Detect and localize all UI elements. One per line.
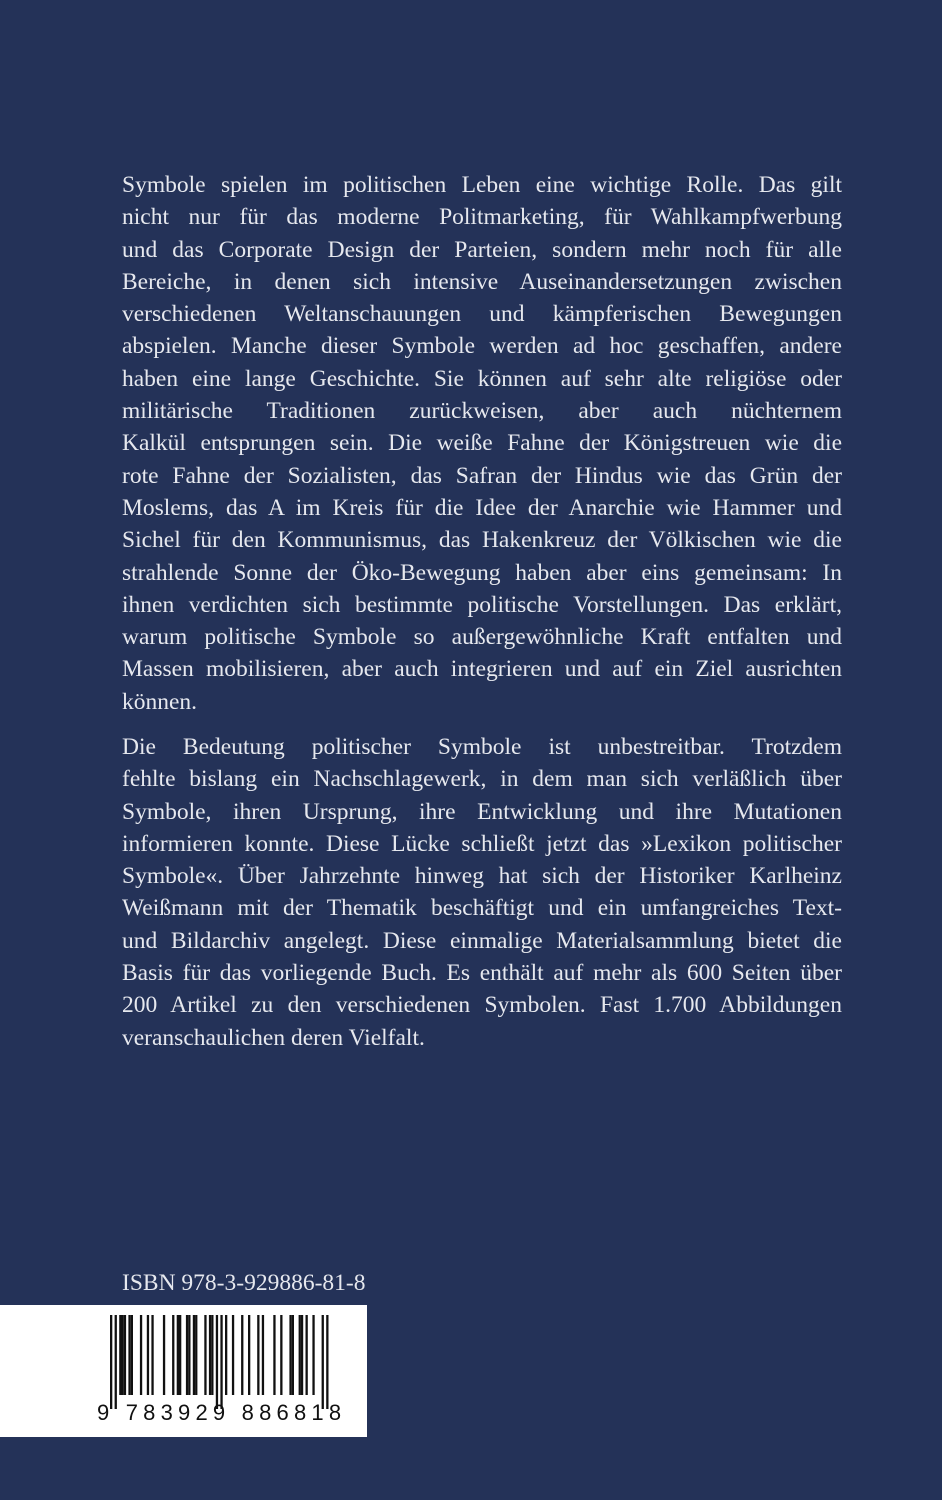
barcode-bar <box>289 1315 291 1395</box>
text-line: veranschaulichen deren Vielfalt. <box>122 1024 425 1051</box>
barcode-bar <box>262 1315 264 1395</box>
barcode-bar <box>232 1315 234 1395</box>
blurb-paragraph-1 <box>122 169 842 718</box>
text-line: Weißmann mit der Thematik beschäftigt und ein umfangreiches Text- <box>122 895 842 922</box>
barcode-bar <box>299 1315 301 1395</box>
text-line: informieren konnte. Diese Lücke schließt jetzt das »Lexikon politischer <box>122 830 842 857</box>
text-line: strahlende Sonne der Öko-Bewegung haben aber eins gemeinsam: In <box>122 559 842 586</box>
barcode-bar <box>322 1315 324 1409</box>
barcode-bar <box>301 1315 303 1395</box>
barcode-bar <box>292 1315 294 1395</box>
text-line: Bereiche, in denen sich intensive Auseinandersetzungen zwischen <box>122 268 842 295</box>
text-line: Moslems, das A im Kreis für die Idee der Anarchie wie Hammer und <box>122 494 842 521</box>
barcode-bar <box>257 1315 259 1395</box>
barcode-bar <box>124 1315 126 1395</box>
barcode-bar <box>312 1315 314 1395</box>
text-line: 200 Artikel zu den verschiedenen Symbolen. Fast 1.700 Abbildungen <box>122 992 842 1019</box>
text-line: nicht nur für das moderne Politmarketing, für Wahlkampfwerbung <box>122 204 842 231</box>
barcode-bar <box>131 1315 133 1395</box>
barcode-bar <box>128 1315 130 1395</box>
barcode-bar <box>326 1315 328 1409</box>
isbn-label: ISBN 978-3-929886-81-8 <box>122 1270 366 1296</box>
text-line: und Bildarchiv angelegt. Diese einmalige Materialsammlung bietet die <box>122 927 842 954</box>
barcode <box>0 1305 367 1437</box>
barcode-bar <box>216 1315 218 1409</box>
text-line: Kalkül entsprungen sein. Die weiße Fahne der Königstreuen wie die <box>122 430 842 457</box>
text-line: abspielen. Manche dieser Symbole werden ad hoc geschaffen, andere <box>122 333 842 360</box>
text-line: warum politische Symbole so außergewöhnliche Kraft entfalten und <box>122 624 842 651</box>
text-line: können. <box>122 688 198 715</box>
barcode-bar <box>186 1315 188 1395</box>
text-line: und das Corporate Design der Parteien, sondern mehr noch für alle <box>122 236 842 263</box>
barcode-bar <box>225 1315 227 1395</box>
barcode-bar <box>179 1315 181 1395</box>
barcode-bar <box>122 1315 124 1395</box>
barcode-bar <box>220 1315 222 1409</box>
barcode-bar <box>172 1315 174 1395</box>
barcode-bar <box>115 1315 117 1409</box>
barcode-bar <box>119 1315 121 1395</box>
barcode-bar <box>195 1315 197 1395</box>
barcode-bar <box>140 1315 142 1395</box>
barcode-digits: 9 783929 886818 <box>97 1400 347 1425</box>
barcode-bar <box>204 1315 206 1395</box>
barcode-bar <box>273 1315 275 1395</box>
text-line: verschiedenen Weltanschauungen und kämpferischen Bewegungen <box>122 301 842 328</box>
text-line: rote Fahne der Sozialisten, das Safran der Hindus wie das Grün der <box>122 462 842 489</box>
barcode-bar <box>248 1315 250 1395</box>
text-line: Symbole spielen im politischen Leben eine wichtige Rolle. Das gilt <box>122 172 842 198</box>
barcode-bar <box>280 1315 282 1395</box>
text-line: Die Bedeutung politischer Symbole ist unbestreitbar. Trotzdem <box>122 734 842 760</box>
barcode-bar <box>163 1315 165 1395</box>
barcode-bar <box>177 1315 179 1395</box>
text-line: militärische Traditionen zurückweisen, aber auch nüchternem <box>122 398 842 425</box>
text-line: Symbole, ihren Ursprung, ihre Entwicklung und ihre Mutationen <box>122 798 842 825</box>
barcode-bar <box>147 1315 149 1395</box>
barcode-bar <box>193 1315 195 1395</box>
text-line: ihnen verdichten sich bestimmte politische Vorstellungen. Das erklärt, <box>122 591 842 618</box>
barcode-bar <box>110 1315 112 1409</box>
blurb-paragraph-2 <box>122 731 842 1054</box>
text-line: haben eine lange Geschichte. Sie können auf sehr alte religiöse oder <box>122 365 842 392</box>
barcode-bar <box>211 1315 213 1395</box>
barcode-bar <box>241 1315 243 1395</box>
text-line: Basis für das vorliegende Buch. Es enthält auf mehr als 600 Seiten über <box>122 960 842 987</box>
barcode-bar <box>209 1315 211 1395</box>
barcode-bar <box>188 1315 190 1395</box>
text-line: Symbole«. Über Jahrzehnte hinweg hat sich der Historiker Karlheinz <box>122 863 842 890</box>
barcode-bar <box>306 1315 308 1395</box>
text-line: Sichel für den Kommunismus, das Hakenkreuz der Völkischen wie die <box>122 527 842 554</box>
text-line: fehlte bislang ein Nachschlagewerk, in dem man sich verläßlich über <box>122 766 842 793</box>
text-line: Massen mobilisieren, aber auch integrieren und auf ein Ziel ausrichten <box>122 656 842 683</box>
barcode-bar <box>151 1315 153 1395</box>
